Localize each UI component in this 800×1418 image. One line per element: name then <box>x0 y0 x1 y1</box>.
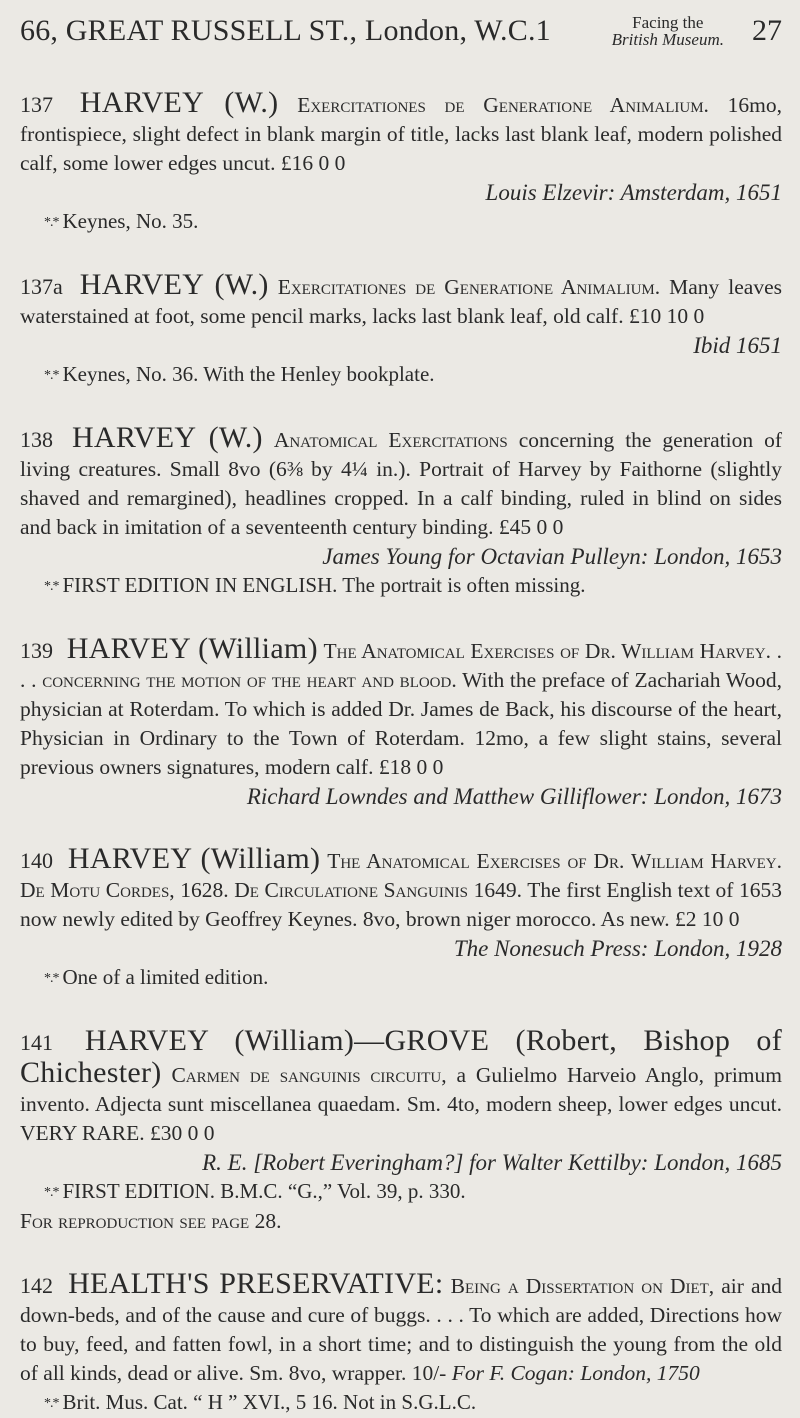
asterism-icon: *.* <box>44 215 59 230</box>
entry-author: HARVEY (William) <box>67 842 321 875</box>
entry-price: £16 0 0 <box>280 151 346 175</box>
header-right <box>612 14 782 48</box>
page-number: 27 <box>752 14 782 47</box>
entry-body <box>20 1269 782 1388</box>
entry-title: Being a Dissertation on Diet, <box>450 1274 715 1298</box>
entry-note-text: Keynes, No. 36. With the Henley bookplate. <box>62 362 435 386</box>
lot-number: 140 <box>20 848 53 873</box>
entry-price: £30 0 0 <box>150 1121 215 1145</box>
entry-description: concerning the generation of living creatures. Small 8vo (6⅜ by 4¼ in.). Portrait of Harvey by Faithorne (slightly shaved and remargined), headlines cropped. In a calf binding, ruled in blind on sides and back in imitation of a seventeenth century binding. <box>20 428 783 539</box>
entry-price: £45 0 0 <box>498 515 564 539</box>
entry-note-text: FIRST EDITION IN ENGLISH. The portrait is often missing. <box>62 573 586 597</box>
lot-number: 141 <box>20 1030 53 1055</box>
entry-body <box>20 634 782 782</box>
entry-note <box>20 207 782 237</box>
entry-note <box>20 360 782 390</box>
entry-author: HARVEY (William)—GROVE (Robert, Bishop of Chichester) <box>20 1024 782 1089</box>
entry-publisher: The Nonesuch Press: London, 1928 <box>453 936 782 961</box>
lot-number: 142 <box>20 1273 53 1298</box>
entry-price: £2 10 0 <box>675 907 740 931</box>
entry-author: HEALTH'S PRESERVATIVE: <box>68 1267 444 1300</box>
asterism-icon: *.* <box>44 971 59 986</box>
facing-line-1: Facing the <box>632 13 704 32</box>
entry-note <box>20 963 782 993</box>
entry-description: Many leaves waterstained at foot, some pencil marks, lacks last blank leaf, old calf. <box>20 275 783 328</box>
entry-note-text: Keynes, No. 35. <box>62 209 199 233</box>
asterism-icon: *.* <box>44 1396 59 1411</box>
page-header <box>20 14 782 88</box>
catalogue-entry-137a <box>20 270 782 390</box>
entry-body <box>20 270 782 331</box>
entry-description: With the preface of Zachariah Wood, physician at Roterdam. To which is added Dr. James de Back, his discourse of the heart, Physician in Ordinary to the Town of Roterdam. 12mo, a few slight stains, several previous owners signatures, modern calf. <box>20 668 782 779</box>
entry-note-text: FIRST EDITION. B.M.C. “G.,” Vol. 39, p. 330. <box>62 1179 466 1203</box>
entry-publisher: For F. Cogan: London, 1750 <box>451 1361 700 1385</box>
facing-note <box>612 14 724 48</box>
catalogue-entry-137 <box>20 88 782 237</box>
asterism-icon: *.* <box>44 1185 59 1200</box>
lot-number: 137a <box>20 274 63 299</box>
entry-publisher: R. E. [Robert Everingham?] for Walter Kettilby: London, 1685 <box>202 1150 782 1175</box>
entry-body <box>20 1026 782 1148</box>
entry-description: a Gulielmo Harveio Anglo, primum invento. Adjecta sunt miscellanea quaedam. Sm. 4to, modern sheep, lower edges uncut. VERY RARE. <box>20 1063 782 1145</box>
entry-title: Anatomical Exercitations <box>273 428 508 452</box>
facing-line-2: British Museum. <box>611 30 724 49</box>
lot-number: 139 <box>20 638 53 663</box>
entry-author: HARVEY (W.) <box>79 86 279 119</box>
lot-number: 138 <box>20 427 53 452</box>
entry-title: The Anatomical Exercises of Dr. William Harvey. . . . concerning the motion of the heart and blood. <box>20 639 783 692</box>
asterism-icon: *.* <box>44 368 59 383</box>
entry-note-text: Brit. Mus. Cat. “ H ” XVI., 5 16. Not in S.G.L.C. <box>62 1390 477 1414</box>
catalogue-entry-141 <box>20 1026 782 1236</box>
entry-note <box>20 1177 782 1207</box>
asterism-icon: *.* <box>44 579 59 594</box>
entry-description: The first English text of 1653 now newly edited by Geoffrey Keynes. 8vo, brown niger morocco. As new. <box>20 878 782 931</box>
catalogue-entry-140 <box>20 844 782 993</box>
catalogue-entry-138 <box>20 423 782 601</box>
catalogue-entry-142 <box>20 1269 782 1418</box>
entry-author: HARVEY (W.) <box>71 421 263 454</box>
entry-body <box>20 844 782 934</box>
entry-publisher: James Young for Octavian Pulleyn: London, 1653 <box>322 544 782 569</box>
entry-publisher: Richard Lowndes and Matthew Gilliflower: London, 1673 <box>246 784 782 809</box>
entry-title: Exercitationes de Generatione Animalium. <box>297 93 709 117</box>
entry-author: HARVEY (William) <box>66 632 318 665</box>
entry-body <box>20 423 782 542</box>
entry-title: The Anatomical Exercises of Dr. William Harvey. De Motu Cordes, 1628. De Circulatione Sanguinis 1649. <box>20 849 782 902</box>
entry-publisher: Louis Elzevir: Amsterdam, 1651 <box>485 180 782 205</box>
entry-price: £18 0 0 <box>378 755 444 779</box>
entry-title: Exercitationes de Generatione Animalium. <box>277 275 661 299</box>
entry-price: 10/- <box>411 1361 447 1385</box>
entry-note <box>20 1388 782 1418</box>
entry-note <box>20 571 782 601</box>
catalogue-entry-139 <box>20 634 782 811</box>
entry-description: air and down-beds, and of the cause and cure of buggs. . . . To which are added, Directions how to buy, feed, and fatten fowl, in a short time; and to distinguish the young from the old of all kinds, dead or alive. Sm. 8vo, wrapper. <box>20 1274 783 1385</box>
entry-reproduction-note: For reproduction see page 28. <box>20 1209 282 1233</box>
lot-number: 137 <box>20 92 53 117</box>
entry-body <box>20 88 782 178</box>
entry-title: Carmen de sanguinis circuitu, <box>171 1063 447 1087</box>
entry-description: 16mo, frontispiece, slight defect in blank margin of title, lacks last blank leaf, modern polished calf, some lower edges uncut. <box>20 93 783 175</box>
entry-publisher: Ibid 1651 <box>693 333 782 358</box>
entry-price: £10 10 0 <box>628 304 705 328</box>
header-address: 66, GREAT RUSSELL ST., London, W.C.1 <box>20 14 551 47</box>
entry-author: HARVEY (W.) <box>79 268 269 301</box>
entry-note-text: One of a limited edition. <box>62 965 269 989</box>
